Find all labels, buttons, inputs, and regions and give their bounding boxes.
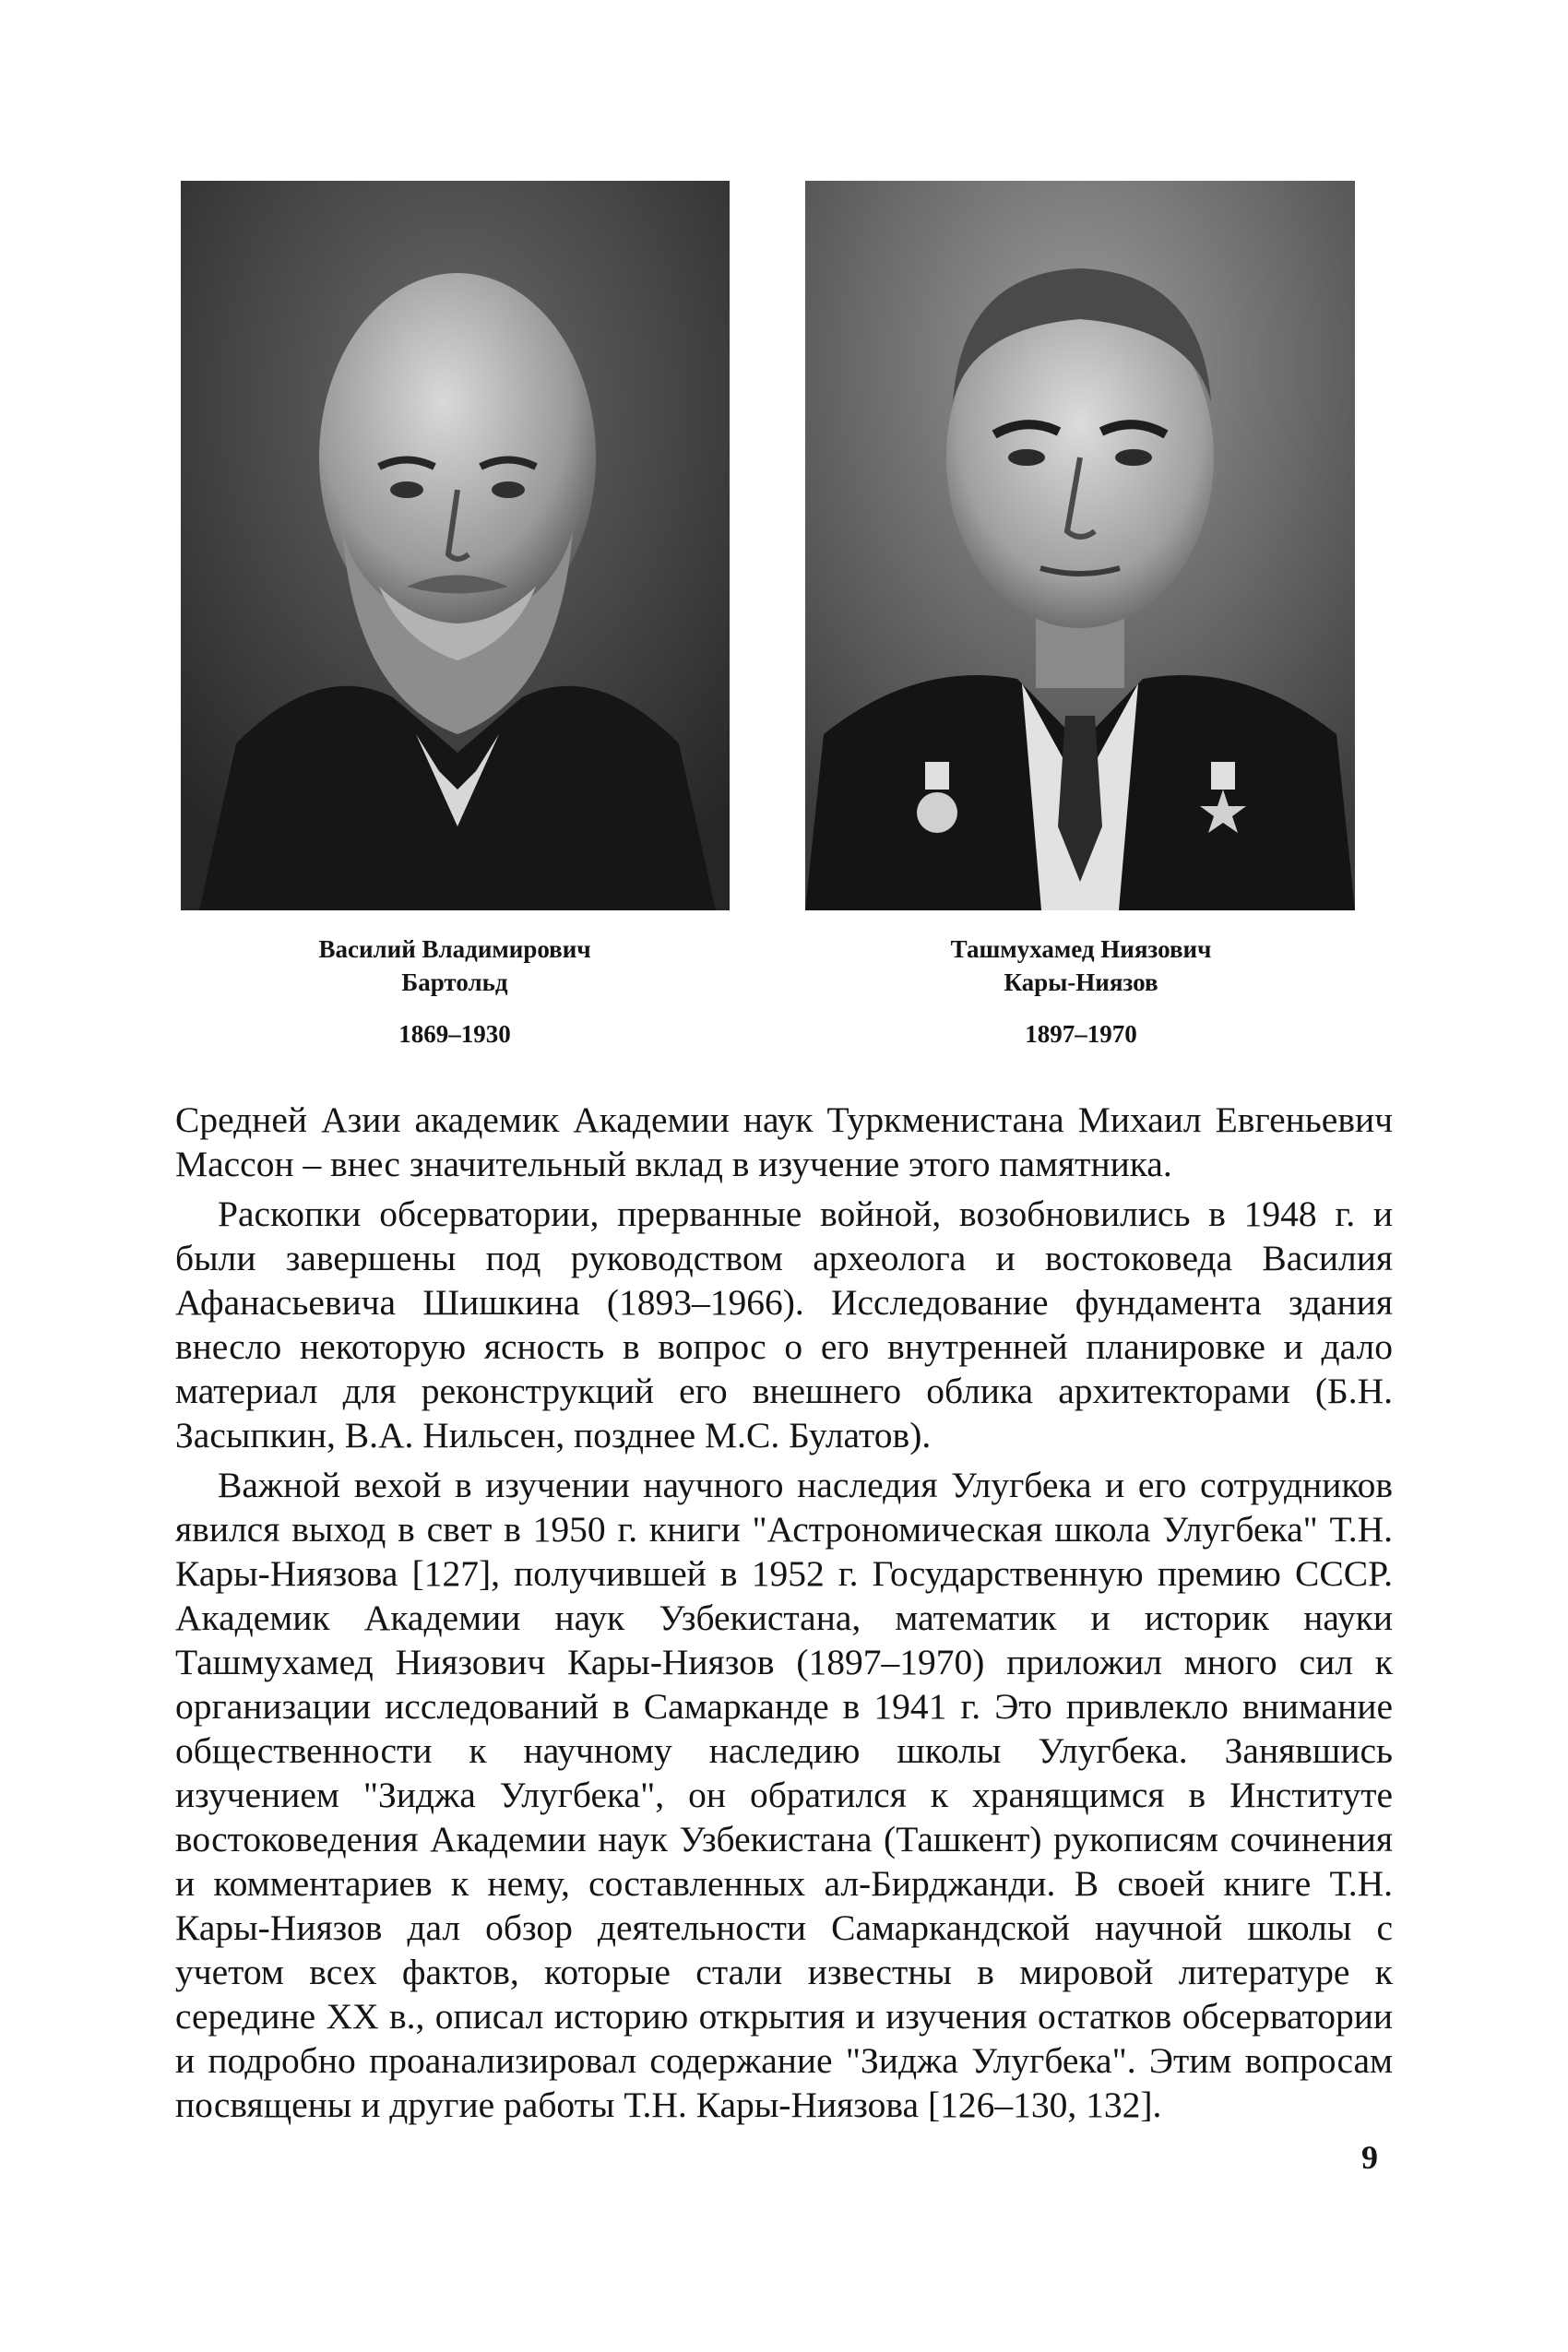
caption-kary-niyazov [887, 932, 1275, 1051]
portrait-bartold-image [181, 181, 730, 910]
caption-kary-niyazov-name: Ташмухамед Ниязович [950, 935, 1212, 963]
portrait-kary-niyazov-image [805, 181, 1355, 910]
portrait-photo-kary-niyazov [805, 181, 1355, 910]
caption-bartold-name: Василий Владимирович [318, 935, 591, 963]
paragraph-3: Важной вехой в изучении научного наследия Улугбека и его сотрудников явился выход в свет в 1950 г. книги "Астрономическая школа Улугбека" Т.Н. Кары-Ниязова [127], получившей в 1952 г. Государственную премию СССР. Академик Академии наук Узбекистана, математик и историк науки Ташмухамед Ниязович Кары-Ниязов (1897–1970) приложил много сил к организации исследований в Самарканде в 1941 г. Это привлекло внимание общественности к научному наследию школы Улугбека. Занявшись изучением "Зиджа Улугбека", он обратился к хранящимся в Институте востоковедения Академии наук Узбекистана (Ташкент) рукописям сочинения и комментариев к нему, составленных ал-Бирджанди. В своей книге Т.Н. Кары-Ниязов дал обзор деятельности Самаркандской научной школы с учетом всех фактов, которые стали известны в мировой литературе к середине XX в., описал историю открытия и изучения остатков обсерватории и подробно проанализировал содержание "Зиджа Улугбека". Этим вопросам посвящены и другие работы Т.Н. Кары-Ниязова [126–130, 132]. [175, 1465, 1393, 2125]
page-number: 9 [1361, 2139, 1378, 2176]
caption-bartold-surname: Бартольд [401, 968, 508, 996]
portrait-photo-bartold [181, 181, 730, 910]
caption-bartold-years: 1869–1930 [398, 1020, 511, 1048]
caption-bartold [261, 932, 648, 1051]
paragraph-1: Средней Азии академик Академии наук Туркменистана Михаил Евгеньевич Массон – внес значительный вклад в изучение этого памятника. [175, 1099, 1393, 1184]
body-text [175, 1098, 1393, 2127]
caption-kary-niyazov-years: 1897–1970 [1025, 1020, 1137, 1048]
caption-kary-niyazov-surname: Кары-Ниязов [1004, 968, 1158, 996]
paragraph-2: Раскопки обсерватории, прерванные войной, возобновились в 1948 г. и были завершены под руководством археолога и востоковеда Василия Афанасьевича Шишкина (1893–1966). Исследование фундамента здания внесло некоторую ясность в вопрос о его внутренней планировке и дало материал для реконструкций его внешнего облика архитекторами (Б.Н. Засыпкин, В.А. Нильсен, позднее М.С. Булатов). [175, 1194, 1393, 1455]
